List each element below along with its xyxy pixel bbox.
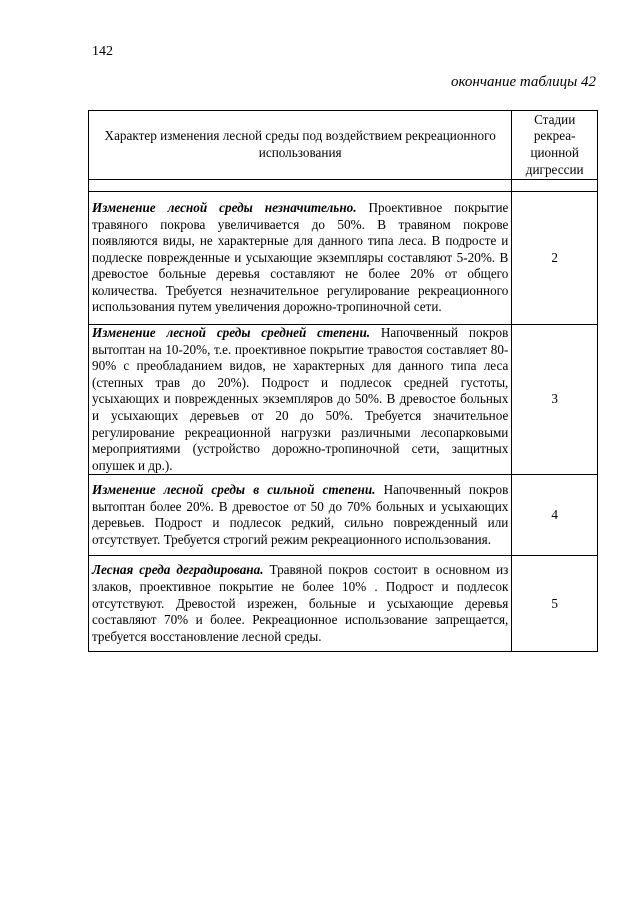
- row-stage: 3: [512, 325, 598, 475]
- row-description: [89, 192, 512, 325]
- row-description: [89, 325, 512, 475]
- recreation-digression-table: [88, 110, 598, 652]
- page-number: 142: [92, 44, 113, 59]
- header-stage: Стадии рекреа-ционной дигрессии: [512, 111, 598, 180]
- row-stage: 4: [512, 475, 598, 556]
- row-lead: Лесная среда деградирована.: [92, 562, 264, 578]
- spacer-cell: [512, 180, 598, 192]
- table-row: [89, 325, 598, 475]
- row-lead: Изменение лесной среды незначительно.: [92, 199, 357, 215]
- table-row: [89, 475, 598, 556]
- table-row: [89, 556, 598, 652]
- spacer-row: [89, 180, 598, 192]
- header-description: Характер изменения лесной среды под воздействием рекреационного использования: [89, 111, 512, 180]
- row-description: [89, 556, 512, 652]
- row-lead: Изменение лесной среды в сильной степени.: [92, 482, 376, 498]
- table-row: [89, 192, 598, 325]
- row-stage: 2: [512, 192, 598, 325]
- spacer-cell: [89, 180, 512, 192]
- row-description: [89, 475, 512, 556]
- row-stage: 5: [512, 556, 598, 652]
- row-text: Напочвенный покров вытоптан на 10-20%, т.е. проективное покрытие травостоя составляет 80-90% с преобладанием видов, не характерных для данного типа леса (степных трав до 20%). Подрост и подлесок средней густоты, усыхающих и поврежденных экземпляров до 50%. В древостое больных и усыхающих деревьев от 20 до 50%. Требуется значительное регулирование рекреационной нагрузки различными лесопарковыми мероприятиями (устройство дорожно-тропиночной сети, защитных опушек и др.).: [92, 325, 509, 473]
- table-caption: окончание таблицы 42: [450, 74, 596, 90]
- table-header-row: [89, 111, 598, 180]
- row-lead: Изменение лесной среды средней степени.: [92, 325, 371, 340]
- row-text: Проективное покрытие травяного покрова увеличивается до 50%. В травяном покрове появляются виды, не характерные для данного типа леса. В подросте и подлеске поврежденные и усыхающие экземпляры составляют 5-20%. В древостое больные деревья составляют не более 20% от общего количества. Требуется незначительное регулирование рекреационного использования путем увеличения дорожно-тропиночной сети.: [92, 199, 509, 315]
- row-text: Напочвенный покров вытоптан более 20%. В древостое от 50 до 70% больных и усыхающих деревьев. Подрост и подлесок редкий, сильно поврежденный или отсутствует. Требуется строгий режим рекреационного использования.: [92, 482, 509, 547]
- row-text: Травяной покров состоит в основном из злаков, проективное покрытие не более 10% . Подрост и подлесок отсутствуют. Древостой изрежен, больные и усыхающие деревья составляют 70% и более. Рекреационное использование запрещается, требуется восстановление лесной среды.: [92, 562, 509, 644]
